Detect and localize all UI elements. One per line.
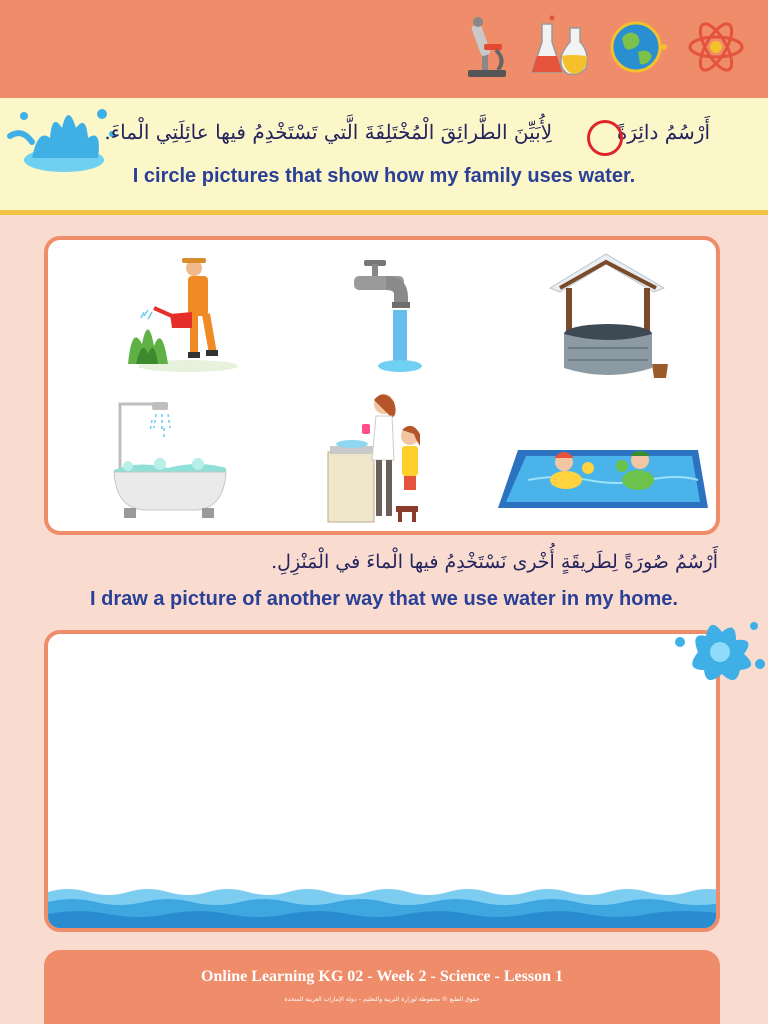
- pictures-panel: [44, 236, 720, 535]
- water-waves-decoration: [48, 884, 720, 928]
- globe-icon: [608, 14, 668, 80]
- swimming-pool-picture[interactable]: [498, 440, 708, 512]
- instruction-2-arabic: أَرْسُمُ صُورَةً لِطَريقَةٍ أُخْرى نَسْتَخْدِمُ فيها الْماءَ في الْمَنْزِلِ.: [271, 551, 718, 573]
- red-circle-symbol: [587, 120, 623, 156]
- water-well-picture[interactable]: [544, 248, 674, 380]
- instruction-1-arabic-end: لِأُبَيِّنَ الطَّرائِقَ الْمُخْتَلِفَةَ الَّتي تَسْتَخْدِمُ فيها عائِلَتِي الْماءَ.: [104, 120, 553, 144]
- footer-bar: [44, 950, 720, 1024]
- water-splash-icon: [670, 612, 768, 692]
- bathtub-picture[interactable]: [108, 398, 232, 524]
- science-icons: [462, 14, 746, 80]
- drawing-area[interactable]: [44, 630, 720, 932]
- microscope-icon: [462, 14, 512, 80]
- instruction-2-english: I draw a picture of another way that we use water in my home.: [90, 588, 678, 610]
- top-banner: [0, 0, 768, 98]
- atom-icon: [686, 14, 746, 80]
- water-tap-picture[interactable]: [346, 254, 426, 374]
- washing-dishes-picture[interactable]: [322, 390, 442, 526]
- footer-copyright: حقوق الطبع © محفوظة لوزارة التربية والتعليم – دولة الإمارات العربية المتحدة: [284, 996, 480, 1003]
- footer-title: Online Learning KG 02 - Week 2 - Science - Lesson 1: [201, 968, 563, 985]
- instruction-1-arabic-start: أَرْسُمُ دائِرَةً: [616, 120, 710, 144]
- gardener-watering-picture[interactable]: [118, 254, 238, 376]
- flasks-icon: [530, 14, 590, 80]
- instruction-1-english: I circle pictures that show how my family uses water.: [132, 165, 636, 187]
